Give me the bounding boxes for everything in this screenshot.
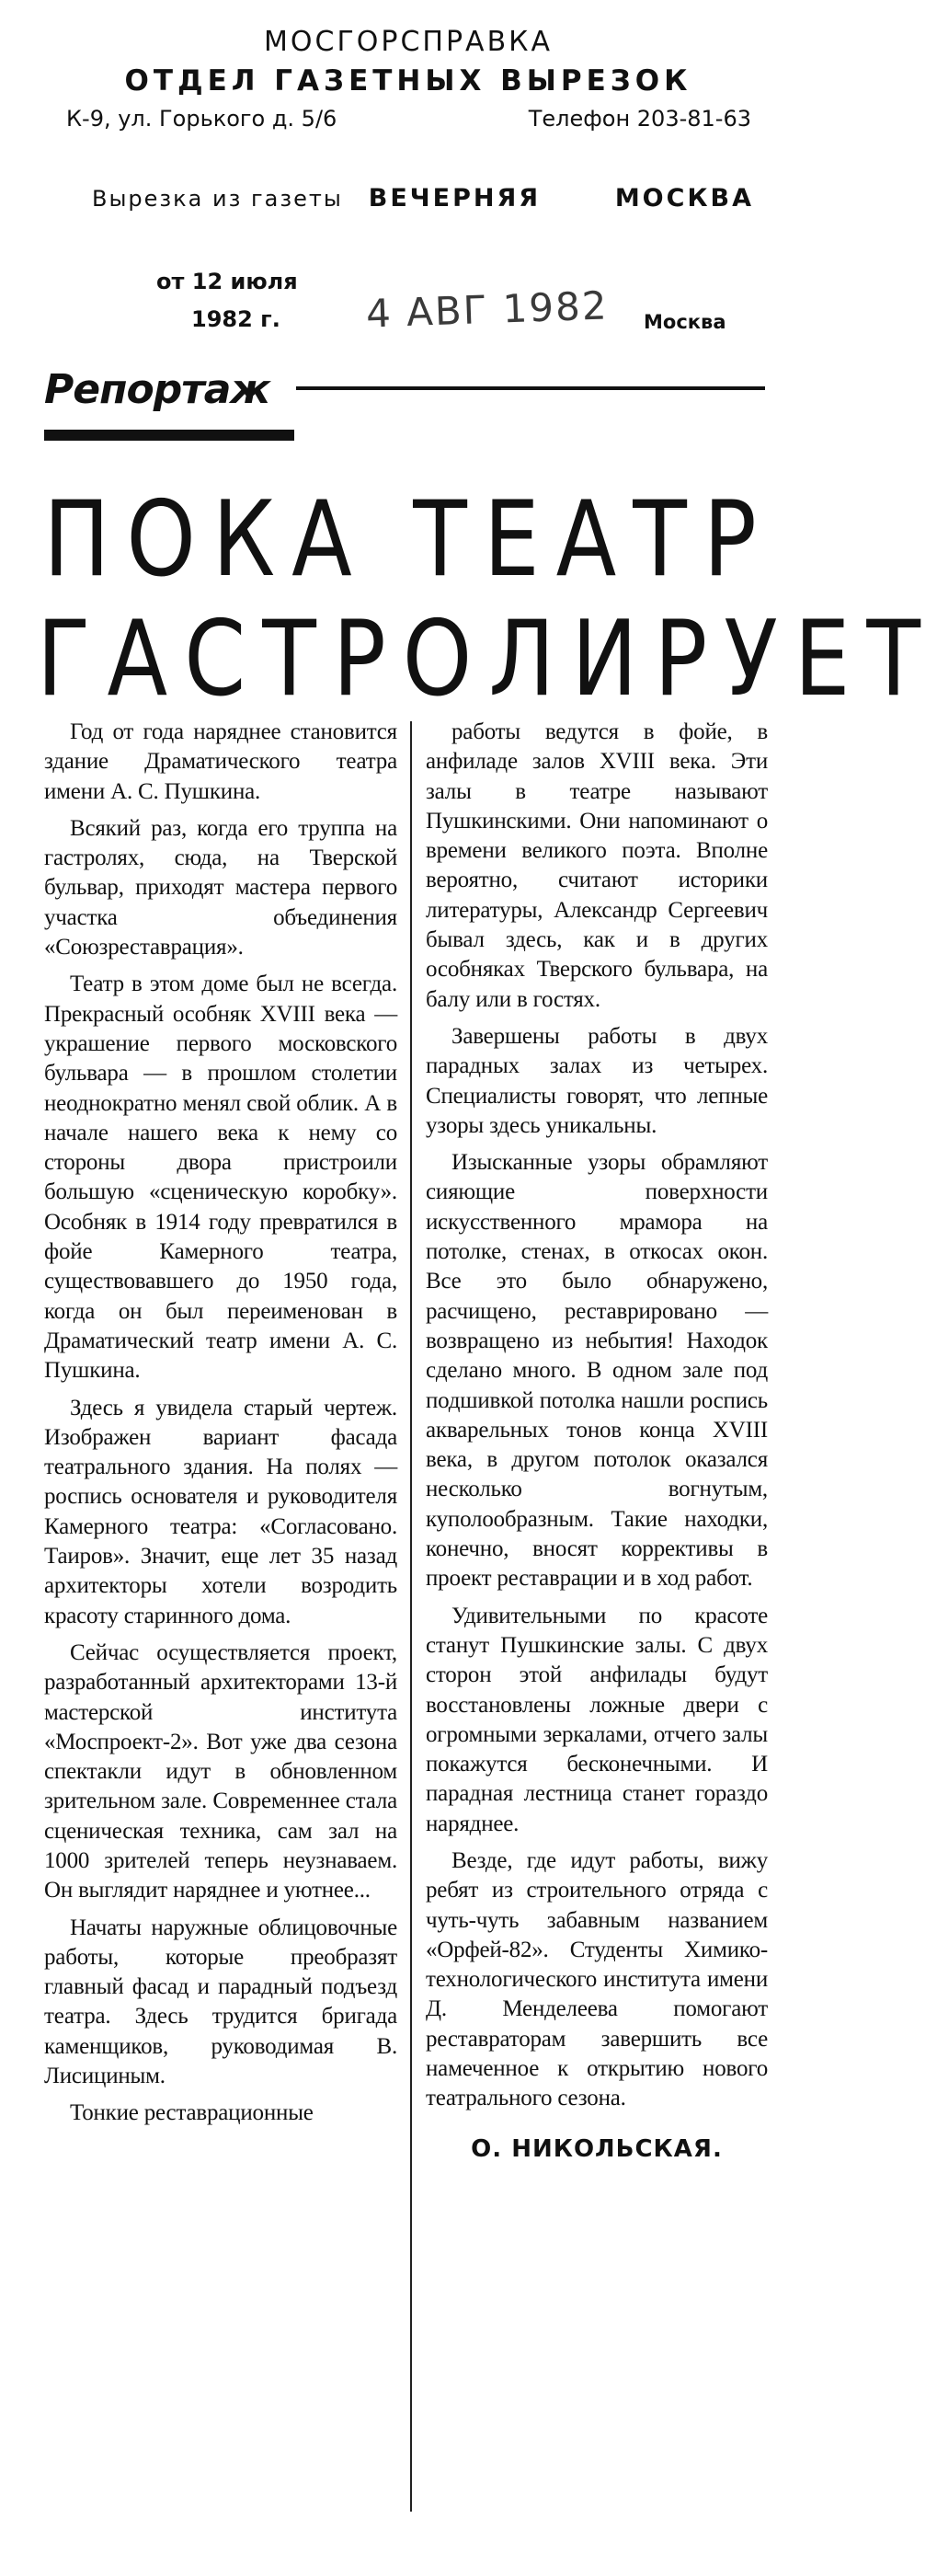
department-name: ОТДЕЛ ГАЗЕТНЫХ ВЫРЕЗОК [124,64,692,98]
paragraph: Сейчас осуществляется проект, разработанный архитекторами 13-й мастерской института «Моспроект-2». Вот уже два сезона спектакли идут в обновленном зрительном зале. Современнее стала сценическая техника, сам зал на 1000 зрителей теперь неузнаваем. Он выглядит наряднее и уютнее... [44,1639,397,1903]
paragraph: Год от года наряднее становится здание Драматического театра имени А. С. Пушкина. [44,719,397,804]
rubric-underline [44,430,294,441]
newspaper-word-2: МОСКВА [614,184,754,213]
paragraph: Изысканные узоры обрамляют сияющие поверхности искусственного мрамора на потолке, стенах, в откосах окон. Все это было обнаружено, расчищено, реставрировано — возвращено из небытия! Находок сделано много. В одном зале под подшивкой потолка нашли роспись акварельных тонов конца XVIII века, в другом потолок оказался несколько вогнутым, куполообразным. Такие находки, конечно, вносят коррективы в проект реставрации и в ход работ. [426,1150,768,1592]
paragraph: Начаты наружные облицовочные работы, которые преобразят главный фасад и парадный подъезд театра. Здесь трудится бригада каменщиков, руководимая В. Лисициным. [44,1915,397,2089]
rubric-label: Репортаж [44,366,270,413]
issue-date: от 12 июля [156,269,298,294]
paragraph: Здесь я увидела старый чертеж. Изображен вариант фасада театрального здания. На полях — роспись основателя и руководителя Камерного театра: «Согласовано. Таиров». Значит, еще лет 35 назад архитекторы хотели возродить красоту старинного дома. [44,1395,397,1628]
author-byline: О. НИКОЛЬСКАЯ. [471,2134,723,2163]
paragraph: работы ведутся в фойе, в анфиладе залов XVIII века. Эти залы в театре называют Пушкинскими. Они напоминают о времени великого поэта. Вполне вероятно, считают историки литературы, Александр Сергеевич бывал здесь, как и в других особняках Тверского бульвара, на балу или в гостях. [426,719,768,1012]
rubric-rule [296,386,765,390]
headline-line-1: ПОКА ТЕАТР [43,477,773,601]
agency-name: МОСГОРСПРАВКА [264,26,553,58]
newspaper-name [369,184,754,213]
source-prefix: Вырезка из газеты [92,186,343,212]
paragraph: Театр в этом доме был не всегда. Прекрасный особняк XVIII века — украшение первого московского бульвара — в прошлом столетии неоднократно менял свой облик. А в начале нашего века к нему со стороны двора пристроили большую «сценическую коробку». Особняк в 1914 году превратился в фойе Камерного театра, существовавшего до 1950 года, когда он был переименован в Драматический театр имени А. С. Пушкина. [44,972,397,1384]
paragraph: Всякий раз, когда его труппа на гастролях, сюда, на Тверской бульвар, приходят мастера первого участка объединения «Союзреставрация». [44,815,397,960]
column-divider [410,721,412,2512]
source-line [92,184,754,213]
city-label: Москва [644,311,726,333]
paragraph: Удивительными по красоте станут Пушкинские залы. С двух сторон этой анфилады будут восстановлены ложные двери с огромными зеркалами, отчего залы покажутся бесконечными. И парадная лестница станет гораздо наряднее. [426,1603,768,1836]
paragraph: Завершены работы в двух парадных залах из четырех. Специалисты говорят, что лепные узоры здесь уникальны. [426,1023,768,1138]
headline-line-2: ГАСТРОЛИРУЕТ [37,597,937,720]
address-text: К-9, ул. Горького д. 5/6 [66,106,337,132]
paragraph: Тонкие реставрационные [70,2100,314,2126]
date-stamp: 4 АВГ 1982 [365,282,610,337]
column-right [426,718,768,2164]
column-left [44,718,397,2129]
newspaper-word-1: ВЕЧЕРНЯЯ [368,184,542,213]
phone-text: Телефон 203-81-63 [528,106,751,132]
issue-year: 1982 г. [191,306,280,332]
paragraph: Везде, где идут работы, вижу ребят из строительного отряда с чуть-чуть забавным названием «Орфей-82». Студенты Химико-технологического института имени Д. Менделеева помогают реставраторам завершить все намеченное к открытию нового театрального сезона. [426,1847,768,2111]
contact-line [66,106,751,132]
